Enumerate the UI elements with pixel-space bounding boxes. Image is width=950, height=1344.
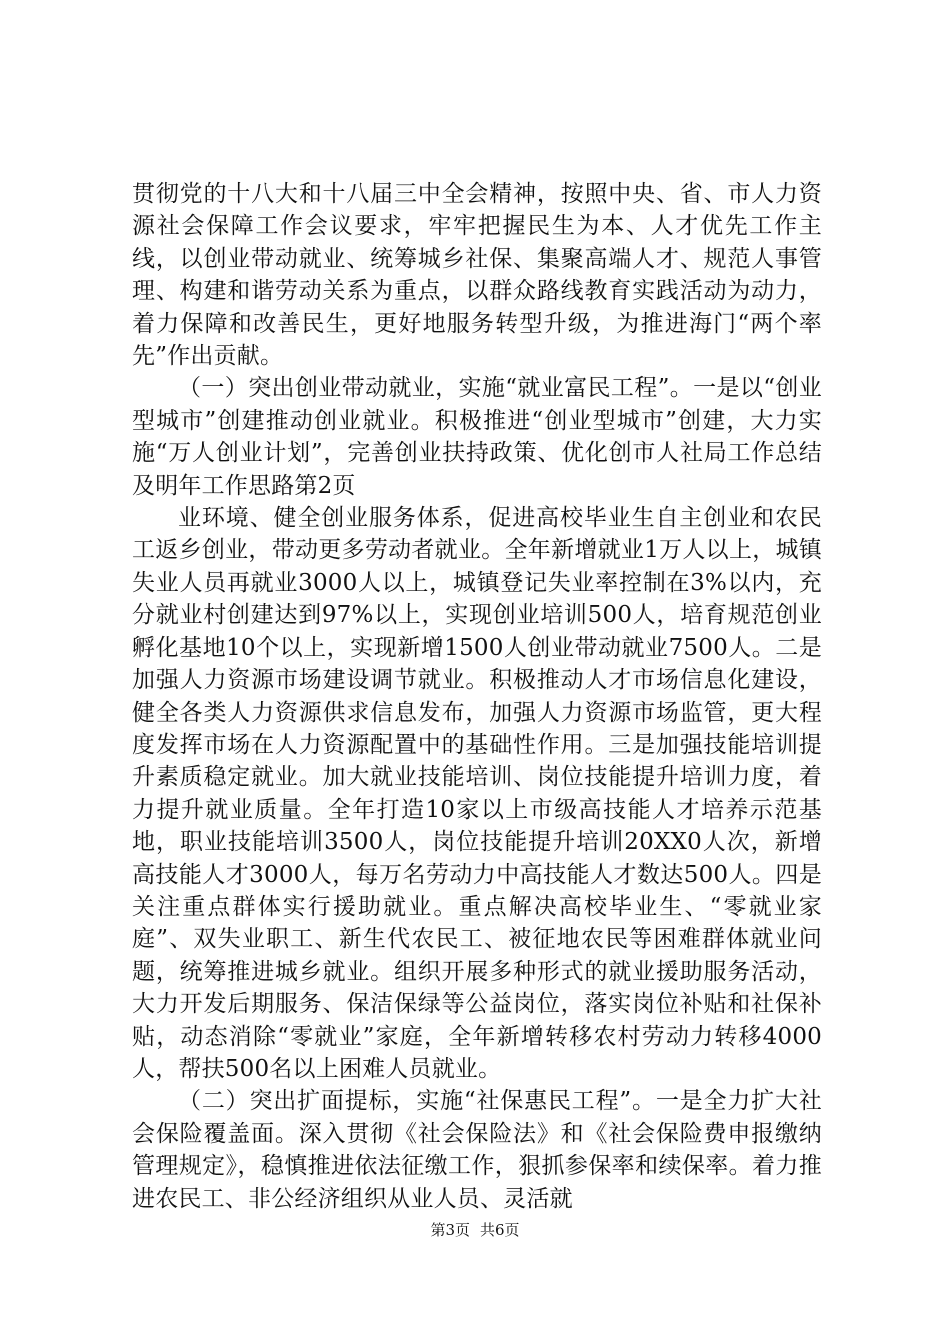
page-total: 共6页 — [480, 1221, 520, 1239]
page-number: 第3页 — [430, 1221, 470, 1239]
page-footer — [0, 1220, 950, 1240]
paragraph-intro: 贯彻党的十八大和十八届三中全会精神，按照中央、省、市人力资源社会保障工作会议要求，牢牢把握民生为本、人才优先工作主线，以创业带动就业、统筹城乡社保、集聚高端人才、规范人事管理、构建和谐劳动关系为重点，以群众路线教育实践活动为动力，着力保障和改善民生，更好地服务转型升级，为推进海门“两个率先”作出贡献。 — [132, 181, 822, 370]
paragraph-section-one: （一）突出创业带动就业，实施“就业富民工程”。一是以“创业型城市”创建推动创业就业。积极推进“创业型城市”创建，大力实施“万人创业计划”，完善创业扶持政策、优化创市人社局工作总结及明年工作思路第2页 — [132, 375, 822, 499]
document-body — [132, 178, 822, 1215]
paragraph-section-two: （二）突出扩面提标，实施“社保惠民工程”。一是全力扩大社会保险覆盖面。深入贯彻《社会保险法》和《社会保险费申报缴纳管理规定》，稳慎推进依法征缴工作，狠抓参保率和续保率。着力推进农民工、非公经济组织从业人员、灵活就 — [132, 1088, 822, 1212]
paragraph-employment-details: 业环境、健全创业服务体系，促进高校毕业生自主创业和农民工返乡创业，带动更多劳动者就业。全年新增就业1万人以上，城镇失业人员再就业3000人以上，城镇登记失业率控制在3%以内，充分就业村创建达到97%以上，实现创业培训500人，培育规范创业孵化基地10个以上，实现新增1500人创业带动就业7500人。二是加强人力资源市场建设调节就业。积极推动人才市场信息化建设，健全各类人力资源供求信息发布，加强人力资源市场监管，更大程度发挥市场在人力资源配置中的基础性作用。三是加强技能培训提升素质稳定就业。加大就业技能培训、岗位技能提升培训力度，着力提升就业质量。全年打造10家以上市级高技能人才培养示范基地，职业技能培训3500人，岗位技能提升培训20XX0人次，新增高技能人才3000人，每万名劳动力中高技能人才数达500人。四是关注重点群体实行援助就业。重点解决高校毕业生、“零就业家庭”、双失业职工、新生代农民工、被征地农民等困难群体就业问题，统筹推进城乡就业。组织开展多种形式的就业援助服务活动，大力开发后期服务、保洁保绿等公益岗位，落实岗位补贴和社保补贴，动态消除“零就业”家庭，全年新增转移农村劳动力转移4000人，帮扶500名以上困难人员就业。 — [132, 505, 822, 1082]
